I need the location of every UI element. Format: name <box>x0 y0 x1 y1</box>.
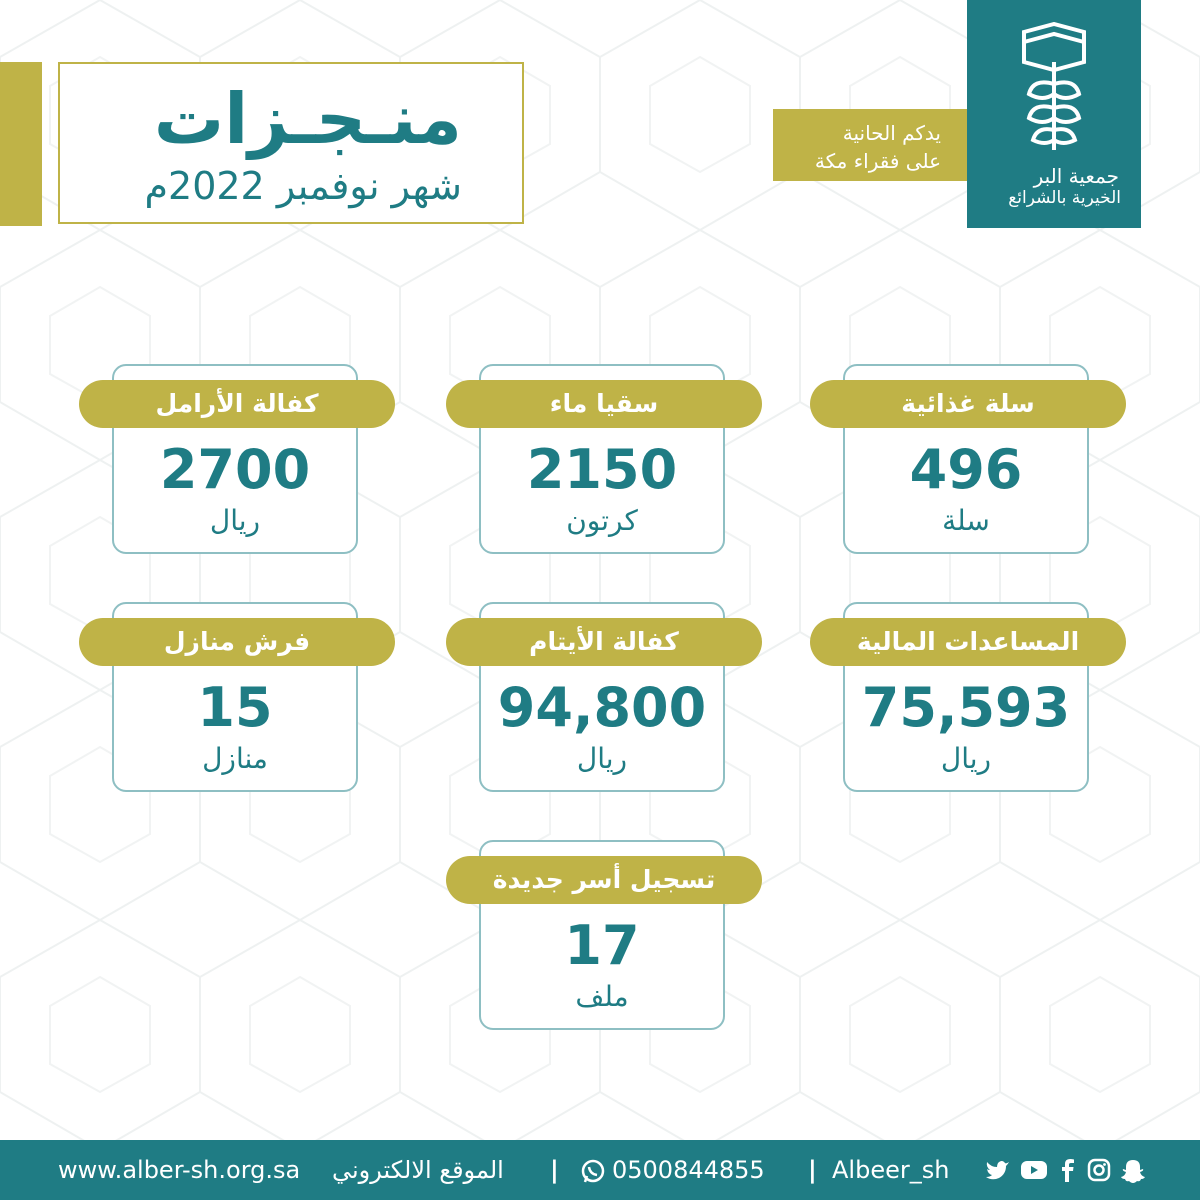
title-box <box>58 62 524 224</box>
card-value: 496 <box>909 438 1023 501</box>
snapchat-icon[interactable] <box>1120 1158 1146 1184</box>
footer-separator: | <box>550 1156 559 1184</box>
stat-card-orphans <box>479 602 725 792</box>
card-label: سلة غذائية <box>810 380 1126 428</box>
footer-separator: | <box>808 1156 817 1184</box>
page-subtitle: شهر نوفمبر 2022م <box>144 164 462 208</box>
logo-name-line-1: جمعية البر <box>1033 164 1119 188</box>
stat-card-food-baskets <box>843 364 1089 554</box>
card-value: 94,800 <box>497 676 707 739</box>
phone-number[interactable]: 0500844855 <box>612 1156 765 1184</box>
card-label: كفالة الأيتام <box>446 618 762 666</box>
card-label: سقيا ماء <box>446 380 762 428</box>
website-label: الموقع الالكتروني <box>332 1156 504 1184</box>
kaaba-wheat-icon <box>1019 22 1089 152</box>
footer-bar <box>0 1140 1200 1200</box>
facebook-icon[interactable] <box>1060 1158 1076 1182</box>
card-value: 17 <box>564 914 640 977</box>
whatsapp-icon <box>580 1158 606 1184</box>
slogan-line-2: على فقراء مكة <box>814 149 941 173</box>
card-unit: ملف <box>575 980 629 1013</box>
card-unit: ريال <box>576 742 628 775</box>
card-unit: ريال <box>940 742 992 775</box>
card-unit: سلة <box>942 504 990 537</box>
youtube-icon[interactable] <box>1020 1158 1048 1182</box>
card-value: 15 <box>197 676 273 739</box>
social-handle[interactable]: Albeer_sh <box>832 1156 950 1184</box>
card-label: كفالة الأرامل <box>79 380 395 428</box>
stat-card-water <box>479 364 725 554</box>
card-label: المساعدات المالية <box>810 618 1126 666</box>
stat-card-home-furnishing <box>112 602 358 792</box>
card-unit: كرتون <box>566 504 638 537</box>
twitter-icon[interactable] <box>985 1158 1011 1182</box>
slogan-banner <box>773 109 967 181</box>
page-title: منـجـزات <box>153 78 462 160</box>
website-link[interactable]: www.alber-sh.org.sa <box>58 1156 301 1184</box>
logo-name-line-2: الخيرية بالشرائع <box>1008 188 1121 208</box>
stat-card-new-families <box>479 840 725 1030</box>
card-label: تسجيل أسر جديدة <box>446 856 762 904</box>
card-label: فرش منازل <box>79 618 395 666</box>
stat-card-financial-aid <box>843 602 1089 792</box>
stat-card-widows <box>112 364 358 554</box>
organization-logo <box>967 0 1141 228</box>
card-value: 2700 <box>159 438 311 501</box>
card-unit: منازل <box>202 742 268 775</box>
instagram-icon[interactable] <box>1087 1158 1111 1182</box>
card-value: 2150 <box>526 438 678 501</box>
title-accent-stripe <box>0 62 42 226</box>
card-unit: ريال <box>209 504 261 537</box>
card-value: 75,593 <box>861 676 1071 739</box>
slogan-line-1: يدكم الحانية <box>842 121 941 145</box>
